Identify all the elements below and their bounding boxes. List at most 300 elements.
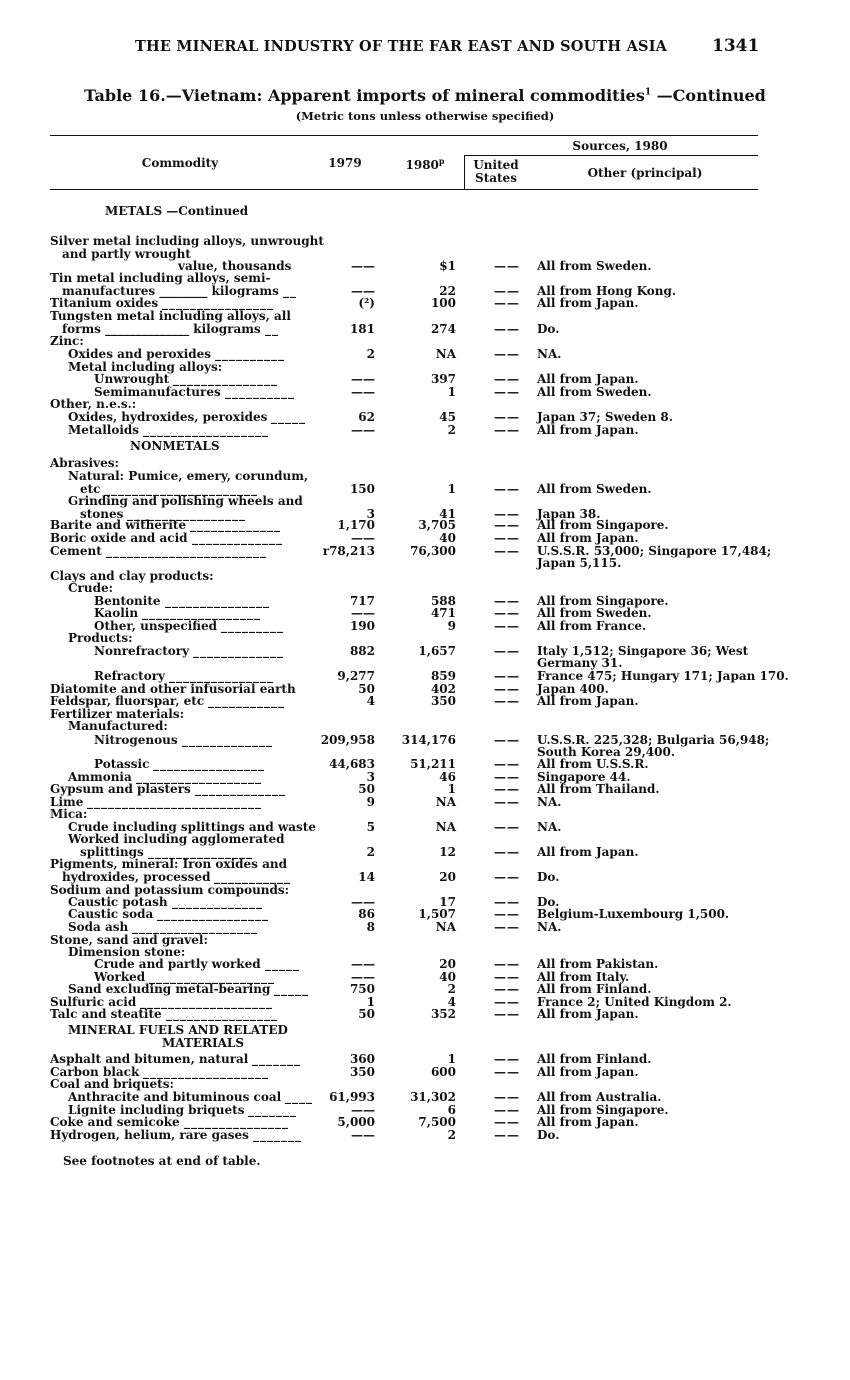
- commodity-cell: Caustic soda: [68, 907, 154, 921]
- value-united-states: ——: [494, 544, 520, 558]
- commodity-cell: Abrasives:: [50, 456, 119, 470]
- value-united-states: ——: [494, 606, 520, 620]
- header-us-line2: States: [475, 171, 517, 185]
- value-united-states: ——: [494, 322, 520, 336]
- value-united-states: ——: [494, 895, 520, 909]
- value-1980: 41: [439, 507, 456, 521]
- dot-leader: __________________: [132, 920, 258, 934]
- value-other-principal: Japan 5,115.: [537, 556, 622, 570]
- dot-leader: _________________: [142, 606, 261, 620]
- commodity-cell: Metalloids: [68, 423, 140, 437]
- value-united-states: ——: [494, 296, 520, 310]
- value-united-states: ——: [494, 1052, 520, 1066]
- page-number: 1341: [712, 36, 760, 56]
- dot-leader: __________________: [143, 423, 269, 437]
- value-united-states: ——: [494, 733, 520, 747]
- dot-leader: ___________: [214, 870, 291, 884]
- value-united-states: ——: [494, 518, 520, 532]
- value-united-states: ——: [494, 1103, 520, 1117]
- value-1980: 397: [430, 372, 456, 386]
- value-united-states: ——: [494, 1128, 520, 1142]
- value-other-principal: All from Japan.: [537, 296, 639, 310]
- dot-leader: ___________________: [140, 995, 273, 1009]
- dot-leader: _____________: [195, 782, 286, 796]
- footnote-text: See footnotes at end of table.: [63, 1154, 261, 1168]
- value-1979: 181: [349, 322, 375, 336]
- value-1979: 5: [366, 820, 375, 834]
- value-united-states: ——: [494, 770, 520, 784]
- commodity-cell: Oxides, hydroxides, peroxides: [68, 410, 268, 424]
- commodity-cell: Sand excluding metal-bearing: [68, 982, 271, 996]
- value-1979: 190: [349, 619, 375, 633]
- value-1979: 50: [358, 1007, 375, 1021]
- value-1980: 600: [430, 1065, 456, 1079]
- value-other-principal: Do.: [537, 870, 560, 884]
- value-1980: 2: [447, 423, 456, 437]
- value-1979: 1,170: [337, 518, 375, 532]
- value-other-principal: U.S.S.R. 225,328; Bulgaria 56,948;: [537, 733, 770, 747]
- commodity-cell: Grinding and polishing wheels and: [68, 494, 303, 508]
- dot-leader: __________________: [149, 970, 275, 984]
- value-1980: 31,302: [410, 1090, 456, 1104]
- dot-leader: _______________: [165, 594, 270, 608]
- value-other-principal: All from Italy.: [537, 970, 630, 984]
- commodity-cell: Potassic: [94, 757, 150, 771]
- dot-leader: _________: [221, 619, 284, 633]
- commodity-cell: Tungsten metal including alloys, all: [50, 309, 291, 323]
- value-1980: 40: [439, 970, 456, 984]
- dot-leader: _____________: [192, 531, 283, 545]
- value-united-states: ——: [494, 594, 520, 608]
- header-1979: 1979: [328, 156, 362, 170]
- commodity-cell: Sodium and potassium compounds:: [50, 883, 290, 897]
- table-row: [0, 1008, 850, 1021]
- header-other-principal: Other (principal): [587, 166, 703, 180]
- dot-leader: _____: [265, 957, 300, 971]
- value-1980: 1: [447, 1052, 456, 1066]
- value-1979: 8: [366, 920, 375, 934]
- header-commodity: Commodity: [141, 156, 219, 170]
- value-other-principal: NA.: [537, 920, 562, 934]
- value-united-states: ——: [494, 682, 520, 696]
- value-1979: 2: [366, 347, 375, 361]
- value-other-principal: All from Japan.: [537, 531, 639, 545]
- dot-leader: __________: [215, 347, 285, 361]
- table-title-suffix: —Continued: [651, 86, 766, 105]
- value-united-states: ——: [494, 1115, 520, 1129]
- value-other-principal: All from Japan.: [537, 845, 639, 859]
- dot-leader: _____________: [182, 733, 273, 747]
- commodity-cell: Mica:: [50, 807, 88, 821]
- value-1980: 1: [447, 385, 456, 399]
- value-other-principal: All from Singapore.: [537, 518, 669, 532]
- value-1980: 9: [447, 619, 456, 633]
- value-1980: 588: [430, 594, 456, 608]
- commodity-cell: and partly wrought: [62, 247, 191, 261]
- commodity-cell: Oxides and peroxides: [68, 347, 212, 361]
- dot-leader: ___________: [208, 694, 285, 708]
- value-other-principal: All from Japan.: [537, 423, 639, 437]
- dot-leader: _________________________: [87, 795, 262, 809]
- section-heading: NONMETALS: [130, 439, 220, 453]
- value-1980: 1,507: [418, 907, 456, 921]
- value-other-principal: Do.: [537, 322, 560, 336]
- value-1979: ——: [351, 385, 375, 399]
- value-united-states: ——: [494, 907, 520, 921]
- value-united-states: ——: [494, 619, 520, 633]
- dot-leader: ______________________: [104, 482, 258, 496]
- value-1980: 2: [447, 1128, 456, 1142]
- dot-leader: _____________: [193, 644, 284, 658]
- commodity-cell: Crude and partly worked: [94, 957, 261, 971]
- commodity-cell: Coke and semicoke: [50, 1115, 180, 1129]
- value-1980: $1: [439, 259, 456, 273]
- value-united-states: ——: [494, 970, 520, 984]
- value-1979: 150: [349, 482, 375, 496]
- dot-leader: _____________: [190, 518, 281, 532]
- dot-leader: _______________: [184, 1115, 289, 1129]
- value-other-principal: NA.: [537, 820, 562, 834]
- commodity-cell: Anthracite and bituminous coal: [68, 1090, 282, 1104]
- value-united-states: ——: [494, 372, 520, 386]
- value-united-states: ——: [494, 694, 520, 708]
- value-1980: 17: [439, 895, 456, 909]
- header-1980-marker: p: [438, 156, 445, 166]
- value-united-states: ——: [494, 347, 520, 361]
- table-row: [0, 1129, 850, 1142]
- dot-leader: _______: [248, 1103, 297, 1117]
- commodity-cell: Nitrogenous: [94, 733, 178, 747]
- commodity-cell: Metal including alloys:: [68, 360, 223, 374]
- value-1979: 62: [358, 410, 375, 424]
- dot-leader: _______________: [169, 669, 274, 683]
- value-1979: 3: [366, 770, 375, 784]
- running-head-title: THE MINERAL INDUSTRY OF THE FAR EAST AND SOUTH ASIA: [135, 38, 668, 55]
- commodity-cell: Stone, sand and gravel:: [50, 933, 208, 947]
- value-united-states: ——: [494, 957, 520, 971]
- value-1980: 1: [447, 482, 456, 496]
- dot-leader: __: [283, 284, 297, 298]
- value-united-states: ——: [494, 482, 520, 496]
- value-1980: 274: [430, 322, 456, 336]
- value-1979: ——: [351, 1128, 375, 1142]
- commodity-cell: Products:: [68, 631, 133, 645]
- value-other-principal: All from Pakistan.: [537, 957, 659, 971]
- commodity-cell: stones: [80, 507, 124, 521]
- value-1979: 61,993: [329, 1090, 375, 1104]
- value-other-principal: All from Singapore.: [537, 1103, 669, 1117]
- dot-leader: _______: [252, 1052, 301, 1066]
- value-other-principal: U.S.S.R. 53,000; Singapore 17,484;: [537, 544, 772, 558]
- value-united-states: ——: [494, 870, 520, 884]
- value-united-states: ——: [494, 259, 520, 273]
- value-other-principal: Japan 400.: [537, 682, 609, 696]
- value-united-states: ——: [494, 1007, 520, 1021]
- value-1979: 1: [366, 995, 375, 1009]
- value-other-principal: Japan 37; Sweden 8.: [537, 410, 673, 424]
- commodity-cell: Diatomite and other infusorial earth: [50, 682, 296, 696]
- value-1979: 86: [358, 907, 375, 921]
- value-united-states: ——: [494, 507, 520, 521]
- value-united-states: ——: [494, 920, 520, 934]
- header-us-line1: United: [473, 158, 519, 172]
- commodity-cell: etc: [80, 482, 101, 496]
- value-1980: 6: [447, 1103, 456, 1117]
- value-1979: 50: [358, 682, 375, 696]
- value-1979: 44,683: [329, 757, 375, 771]
- table-row: [0, 424, 850, 437]
- value-1979: ——: [351, 606, 375, 620]
- value-united-states: ——: [494, 782, 520, 796]
- value-1979: ——: [351, 423, 375, 437]
- commodity-cell: Hydrogen, helium, rare gases: [50, 1128, 249, 1142]
- commodity-cell: Dimension stone:: [68, 945, 186, 959]
- value-other-principal: Do.: [537, 895, 560, 909]
- commodity-cell: Titanium oxides: [50, 296, 159, 310]
- value-1979: 3: [366, 507, 375, 521]
- commodity-cell: Refractory: [94, 669, 166, 683]
- value-other-principal: All from Hong Kong.: [537, 284, 677, 298]
- dot-leader: ________________: [153, 757, 265, 771]
- value-1980: 51,211: [410, 757, 456, 771]
- section-heading-row: [0, 440, 850, 453]
- value-1980: 45: [439, 410, 456, 424]
- commodity-cell: Fertilizer materials:: [50, 707, 185, 721]
- commodity-cell: Carbon black: [50, 1065, 140, 1079]
- table-row: [0, 720, 850, 733]
- value-united-states: ——: [494, 644, 520, 658]
- value-1979: (²): [358, 296, 375, 310]
- dot-leader: _______________: [173, 372, 278, 386]
- commodity-cell: Worked: [94, 970, 146, 984]
- value-other-principal: Belgium-Luxembourg 1,500.: [537, 907, 730, 921]
- value-other-principal: All from Sweden.: [537, 385, 652, 399]
- value-other-principal: All from U.S.S.R.: [537, 757, 649, 771]
- value-other-principal: All from Finland.: [537, 1052, 652, 1066]
- value-united-states: ——: [494, 1065, 520, 1079]
- value-1980: 314,176: [401, 733, 456, 747]
- header-sources: Sources, 1980: [572, 139, 668, 153]
- title-footnote-marker: 1: [644, 87, 652, 98]
- commodity-cell: Crude:: [68, 581, 114, 595]
- section-heading: MINERAL FUELS AND RELATED: [68, 1023, 288, 1037]
- value-1980: 20: [439, 957, 456, 971]
- value-1979: ——: [351, 372, 375, 386]
- commodity-cell: splittings: [80, 845, 144, 859]
- value-1979: ——: [351, 284, 375, 298]
- commodity-cell: Soda ash: [68, 920, 129, 934]
- value-1980: 2: [447, 982, 456, 996]
- commodity-cell: Unwrought: [94, 372, 170, 386]
- dot-leader: ____: [285, 1090, 313, 1104]
- value-united-states: ——: [494, 757, 520, 771]
- value-other-principal: All from Singapore.: [537, 594, 669, 608]
- value-united-states: ——: [494, 820, 520, 834]
- value-1979: 14: [358, 870, 375, 884]
- value-united-states: ——: [494, 410, 520, 424]
- commodity-cell: Bentonite: [94, 594, 161, 608]
- value-united-states: ——: [494, 423, 520, 437]
- value-1980: NA: [435, 920, 456, 934]
- commodity-cell: Lignite including briquets: [68, 1103, 245, 1117]
- value-1980: 20: [439, 870, 456, 884]
- value-united-states: ——: [494, 1090, 520, 1104]
- value-1979: ——: [351, 895, 375, 909]
- commodity-cell: Other, n.e.s.:: [50, 397, 137, 411]
- value-other-principal: All from Sweden.: [537, 259, 652, 273]
- value-other-principal: Germany 31.: [537, 656, 623, 670]
- commodity-cell: Lime: [50, 795, 84, 809]
- dot-leader: _____: [274, 982, 309, 996]
- dot-leader: __________: [225, 385, 295, 399]
- value-united-states: ——: [494, 284, 520, 298]
- value-other-principal: All from Sweden.: [537, 482, 652, 496]
- value-other-principal: South Korea 29,400.: [537, 745, 676, 759]
- commodity-cell: Kaolin: [94, 606, 139, 620]
- value-1979: ——: [351, 970, 375, 984]
- dot-leader: _____________: [172, 895, 263, 909]
- value-other-principal: All from Japan.: [537, 1007, 639, 1021]
- section-heading-row: [0, 205, 850, 218]
- dot-leader: _____: [271, 410, 306, 424]
- value-other-principal: Japan 38.: [537, 507, 601, 521]
- value-1979: r78,213: [322, 544, 375, 558]
- value-other-principal: France 2; United Kingdom 2.: [537, 995, 732, 1009]
- value-1979: ——: [351, 1103, 375, 1117]
- commodity-cell: Ammonia: [68, 770, 132, 784]
- dot-leader: ________________: [157, 907, 269, 921]
- value-1979: 750: [349, 982, 375, 996]
- commodity-cell: Manufactured:: [68, 719, 168, 733]
- value-1980: 1,657: [418, 644, 456, 658]
- value-1979: 2: [366, 845, 375, 859]
- dot-leader: _________________: [127, 507, 246, 521]
- commodity-cell: Talc and steatite: [50, 1007, 162, 1021]
- dot-leader: _______: [253, 1128, 302, 1142]
- value-other-principal: Do.: [537, 1128, 560, 1142]
- value-other-principal: NA.: [537, 347, 562, 361]
- value-1980: 100: [430, 296, 456, 310]
- value-other-principal: Italy 1,512; Singapore 36; West: [537, 644, 749, 658]
- value-other-principal: All from Japan.: [537, 694, 639, 708]
- dot-leader: __________________: [136, 770, 262, 784]
- commodity-cell: value, thousands: [178, 259, 292, 273]
- value-1980: 471: [430, 606, 456, 620]
- value-other-principal: All from Japan.: [537, 1065, 639, 1079]
- value-united-states: ——: [494, 531, 520, 545]
- section-heading: MATERIALS: [162, 1036, 245, 1050]
- value-1980: 12: [439, 845, 456, 859]
- dot-leader: ________________: [162, 296, 274, 310]
- value-1980: 352: [430, 1007, 456, 1021]
- value-1979: 50: [358, 782, 375, 796]
- value-1980: NA: [435, 820, 456, 834]
- value-1980: 1: [447, 782, 456, 796]
- commodity-cell: Boric oxide and acid: [50, 531, 188, 545]
- value-1980: 859: [430, 669, 456, 683]
- dot-leader: __________________: [143, 1065, 269, 1079]
- value-1979: 4: [366, 694, 375, 708]
- commodity-cell: Gypsum and plasters: [50, 782, 191, 796]
- value-other-principal: All from Finland.: [537, 982, 652, 996]
- value-other-principal: All from France.: [537, 619, 647, 633]
- value-other-principal: All from Japan.: [537, 1115, 639, 1129]
- value-other-principal: All from Australia.: [537, 1090, 662, 1104]
- commodity-cell: Natural: Pumice, emery, corundum,: [68, 469, 309, 483]
- value-united-states: ——: [494, 795, 520, 809]
- value-united-states: ——: [494, 845, 520, 859]
- value-1979: 5,000: [337, 1115, 375, 1129]
- commodity-cell: Feldspar, fluorspar, etc: [50, 694, 205, 708]
- commodity-cell: Barite and witherite: [50, 518, 187, 532]
- dot-leader: _______________________: [106, 544, 267, 558]
- commodity-cell: Other, unspecified: [94, 619, 218, 633]
- value-1979: ——: [351, 957, 375, 971]
- value-other-principal: France 475; Hungary 171; Japan 170.: [537, 669, 789, 683]
- value-united-states: ——: [494, 669, 520, 683]
- value-1979: 717: [349, 594, 375, 608]
- value-1980: 7,500: [418, 1115, 456, 1129]
- value-1979: 9: [366, 795, 375, 809]
- dot-leader: __: [265, 322, 279, 336]
- value-1980: 4: [447, 995, 456, 1009]
- commodity-cell: Caustic potash: [68, 895, 168, 909]
- value-other-principal: All from Sweden.: [537, 606, 652, 620]
- commodity-cell: Tin metal including alloys, semi-: [50, 271, 271, 285]
- value-other-principal: All from Thailand.: [537, 782, 660, 796]
- value-1979: 360: [349, 1052, 375, 1066]
- commodity-cell: Nonrefractory: [94, 644, 190, 658]
- value-1979: 209,958: [320, 733, 375, 747]
- value-1979: 9,277: [337, 669, 375, 683]
- commodity-cell: Coal and briquets:: [50, 1077, 174, 1091]
- value-united-states: ——: [494, 385, 520, 399]
- value-other-principal: Singapore 44.: [537, 770, 631, 784]
- value-1979: 882: [349, 644, 375, 658]
- commodity-cell: hydroxides, processed: [62, 870, 211, 884]
- value-1979: 350: [349, 1065, 375, 1079]
- section-heading-row: [0, 1037, 850, 1050]
- value-1980: 402: [430, 682, 456, 696]
- value-1980: 46: [439, 770, 456, 784]
- commodity-cell: Worked including agglomerated: [68, 832, 285, 846]
- dot-leader: _______________: [148, 845, 253, 859]
- value-1979: ——: [351, 259, 375, 273]
- value-1980: 350: [430, 694, 456, 708]
- commodity-cell: Clays and clay products:: [50, 569, 214, 583]
- table-title-text: Table 16.—Vietnam: Apparent imports of mineral commodities: [84, 86, 645, 105]
- value-united-states: ——: [494, 995, 520, 1009]
- header-1980-label: 1980: [405, 158, 439, 172]
- value-1980: NA: [435, 347, 456, 361]
- commodity-cell: Semimanufactures: [94, 385, 221, 399]
- commodity-cell: Sulfuric acid: [50, 995, 137, 1009]
- value-other-principal: NA.: [537, 795, 562, 809]
- commodity-cell: Pigments, mineral: Iron oxides and: [50, 857, 287, 871]
- commodity-cell: forms ______________ kilograms: [62, 322, 261, 336]
- section-heading-row: [0, 1024, 850, 1037]
- commodity-cell: manufactures ________ kilograms: [62, 284, 279, 298]
- commodity-cell: Cement: [50, 544, 102, 558]
- dot-leader: ________________: [166, 1007, 278, 1021]
- commodity-cell: Silver metal including alloys, unwrought: [50, 234, 324, 248]
- table-subtitle: (Metric tons unless otherwise specified): [295, 109, 555, 123]
- value-1979: ——: [351, 531, 375, 545]
- value-1980: 40: [439, 531, 456, 545]
- value-1980: 22: [439, 284, 456, 298]
- commodity-cell: Crude including splittings and waste: [68, 820, 316, 834]
- section-heading: METALS —Continued: [105, 204, 249, 218]
